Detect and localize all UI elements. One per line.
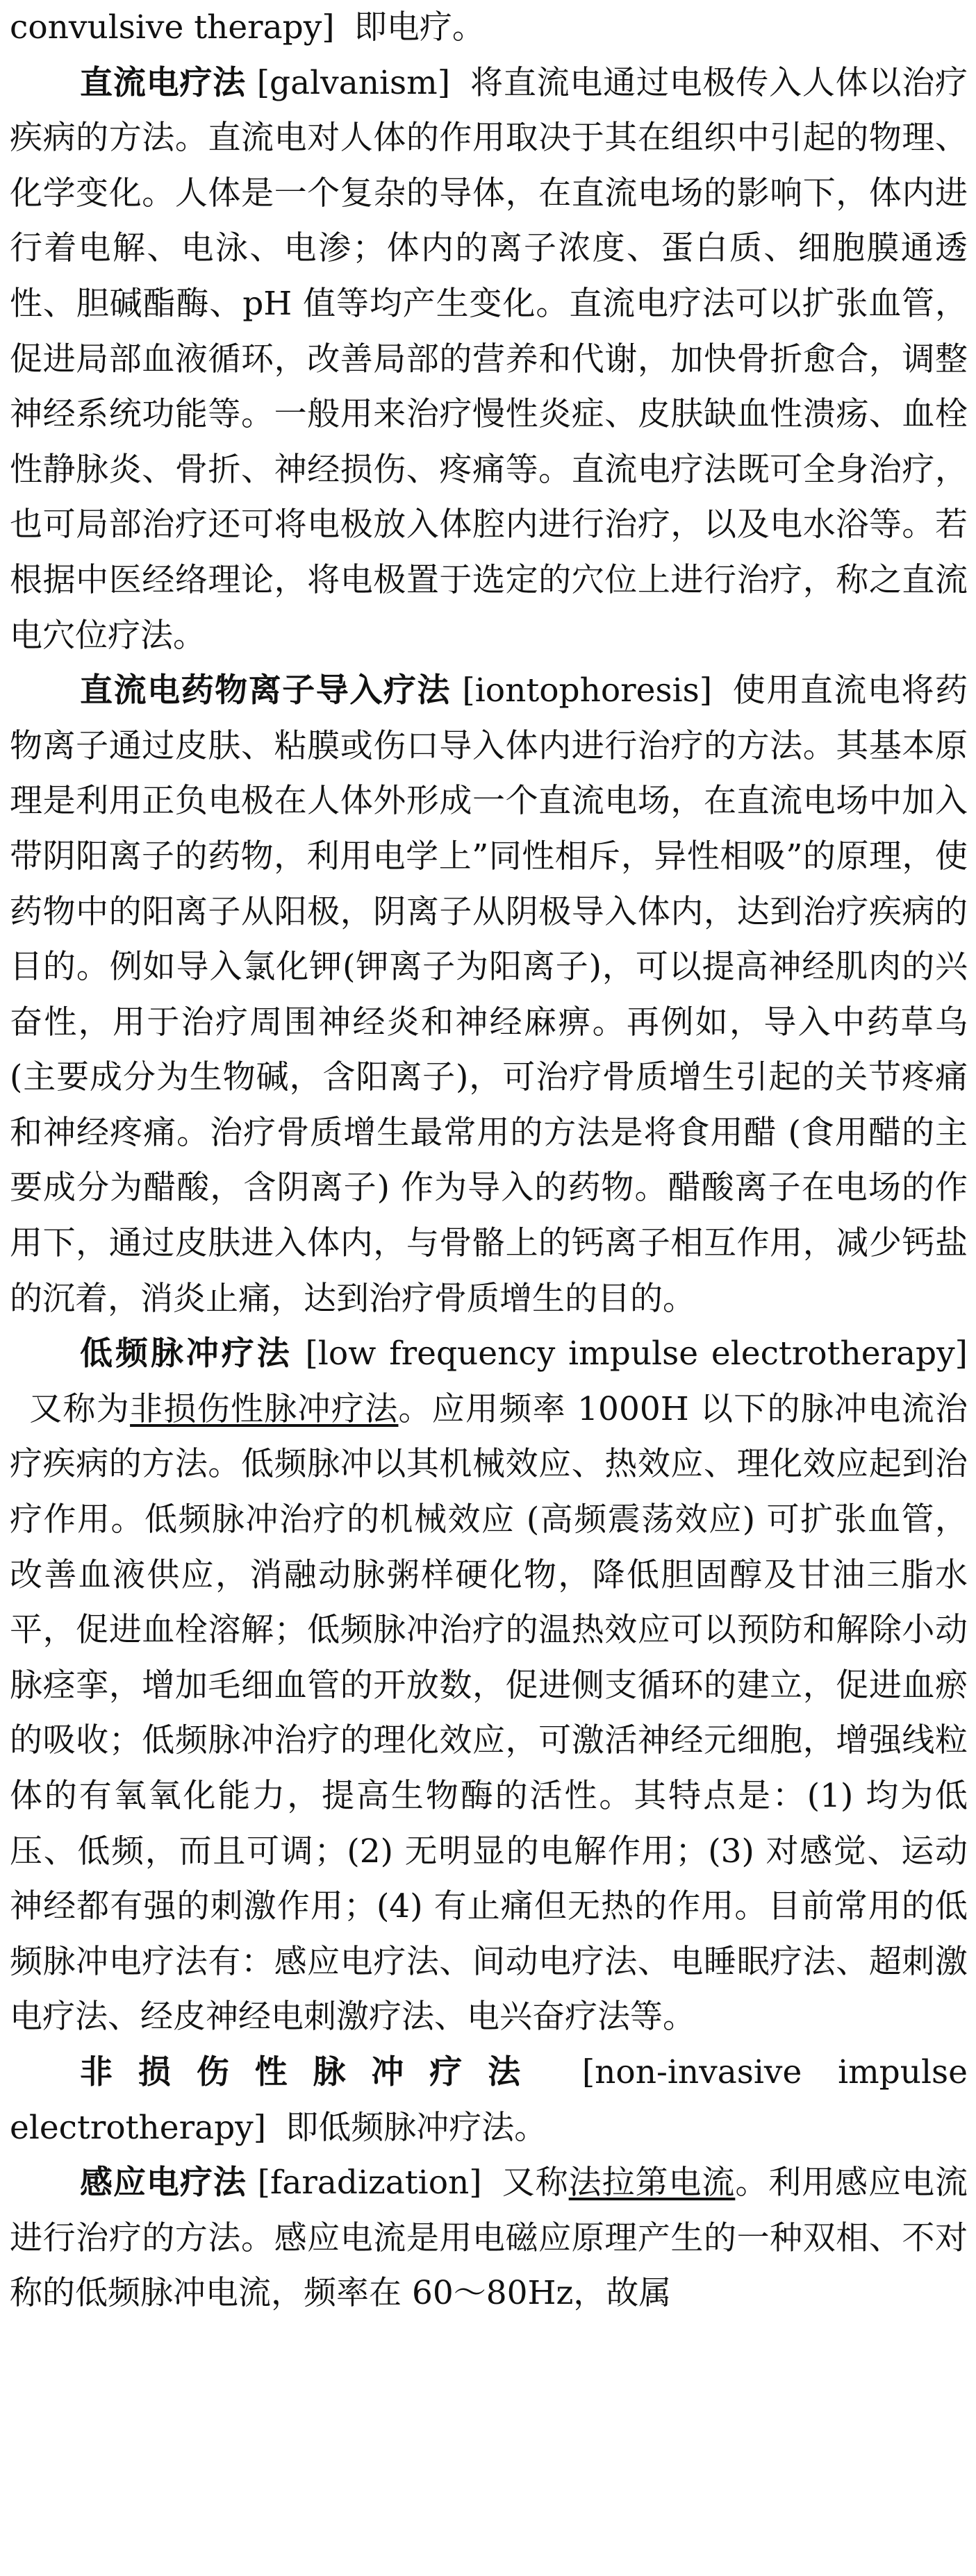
- entry-body-continued: 。应用频率 1000H 以下的脉冲电流治疗疾病的方法。低频脉冲以其机械效应、热效应、理化效应起到治疗作用。低频脉冲治疗的机械效应 (高频震荡效应) 可扩张血管，改善血液供应，消融动脉粥样硬化物，降低胆固醇及甘油三脂水平，促进血栓溶解；低频脉冲治疗的温热效应可以预防和解除小动脉痉挛，增加毛细血管的开放数，促进侧支循环的建立，促进血瘀的吸收；低频脉冲治疗的理化效应，可激活神经元细胞，增强线粒体的有氧氧化能力，提高生物酶的活性。其特点是：(1) 均为低压、低频，而且可调；(2) 无明显的电解作用；(3) 对感觉、运动神经都有强的刺激作用；(4) 有止痛但无热的作用。目前常用的低频脉冲电疗法有：感应电疗法、间动电疗法、电睡眠疗法、超刺激电疗法、经皮神经电刺激疗法、电兴奋疗法等。: [10, 1389, 968, 2036]
- entry-term: 直流电药物离子导入疗法: [80, 671, 451, 710]
- cross-reference-link[interactable]: 非损伤性脉冲疗法: [130, 1389, 399, 1428]
- entry-body: 即电疗。: [354, 8, 485, 47]
- entry-body-continued: 。利用感应电流进行治疗的方法。感应电流是用电磁应原理产生的一种双相、不对称的低频脉冲电流，频率在 60～80Hz，故属: [10, 2164, 968, 2313]
- entry-term: 直流电疗法: [80, 63, 246, 102]
- entry-galvanism: [10, 56, 968, 664]
- cross-reference-link[interactable]: 法拉第电流: [568, 2164, 736, 2202]
- entry-iontophoresis: [10, 663, 968, 1326]
- entry-english: [galvanism]: [256, 63, 451, 102]
- entry-english: [low frequency impulse electrotherapy]: [305, 1335, 968, 1373]
- entry-body: 又称为: [29, 1389, 131, 1428]
- entry-body: 使用直流电将药物离子通过皮肤、粘膜或伤口导入体内进行治疗的方法。其基本原理是利用正负电极在人体外形成一个直流电场，在直流电场中加入带阴阳离子的药物，利用电学上”同性相斥，异性相吸”的原理，使药物中的阳离子从阳极，阴离子从阴极导入体内，达到治疗疾病的目的。例如导入氯化钾(钾离子为阳离子)，可以提高神经肌肉的兴奋性，用于治疗周围神经炎和神经麻痹。再例如，导入中药草乌 (主要成分为生物碱，含阳离子)，可治疗骨质增生引起的关节疼痛和神经疼痛。治疗骨质增生最常用的方法是将食用醋 (食用醋的主要成分为醋酸，含阴离子) 作为导入的药物。醋酸离子在电场的作用下，通过皮肤进入体内，与骨骼上的钙离子相互作用，减少钙盐的沉着，消炎止痛，达到治疗骨质增生的目的。: [10, 671, 968, 1318]
- entry-term: 低频脉冲疗法: [80, 1335, 292, 1373]
- entry-convulsive-therapy-continuation: [10, 0, 968, 56]
- entry-english: [iontophoresis]: [462, 671, 713, 710]
- entry-english: [faradization]: [257, 2164, 482, 2202]
- entry-body: 即低频脉冲疗法。: [286, 2108, 547, 2147]
- entry-non-invasive-impulse: [10, 2045, 968, 2155]
- entry-low-frequency-impulse: [10, 1326, 968, 2045]
- entry-english: [non-invasive impulse electrotherapy]: [10, 2052, 968, 2147]
- entry-english: convulsive therapy]: [10, 8, 335, 47]
- entry-term: 感应电疗法: [80, 2164, 247, 2202]
- entry-body: 又称: [501, 2164, 569, 2202]
- entry-body: 将直流电通过电极传入人体以治疗疾病的方法。直流电对人体的作用取决于其在组织中引起的物理、化学变化。人体是一个复杂的导体，在直流电场的影响下，体内进行着电解、电泳、电渗；体内的离子浓度、蛋白质、细胞膜通透性、胆碱酯酶、pH 值等均产生变化。直流电疗法可以扩张血管，促进局部血液循环，改善局部的营养和代谢，加快骨折愈合，调整神经系统功能等。一般用来治疗慢性炎症、皮肤缺血性溃疡、血栓性静脉炎、骨折、神经损伤、疼痛等。直流电疗法既可全身治疗，也可局部治疗还可将电极放入体腔内进行治疗，以及电水浴等。若根据中医经络理论，将电极置于选定的穴位上进行治疗，称之直流电穴位疗法。: [10, 63, 968, 655]
- entry-term: 非损伤性脉冲疗法: [80, 2052, 546, 2091]
- entry-faradization: [10, 2155, 968, 2321]
